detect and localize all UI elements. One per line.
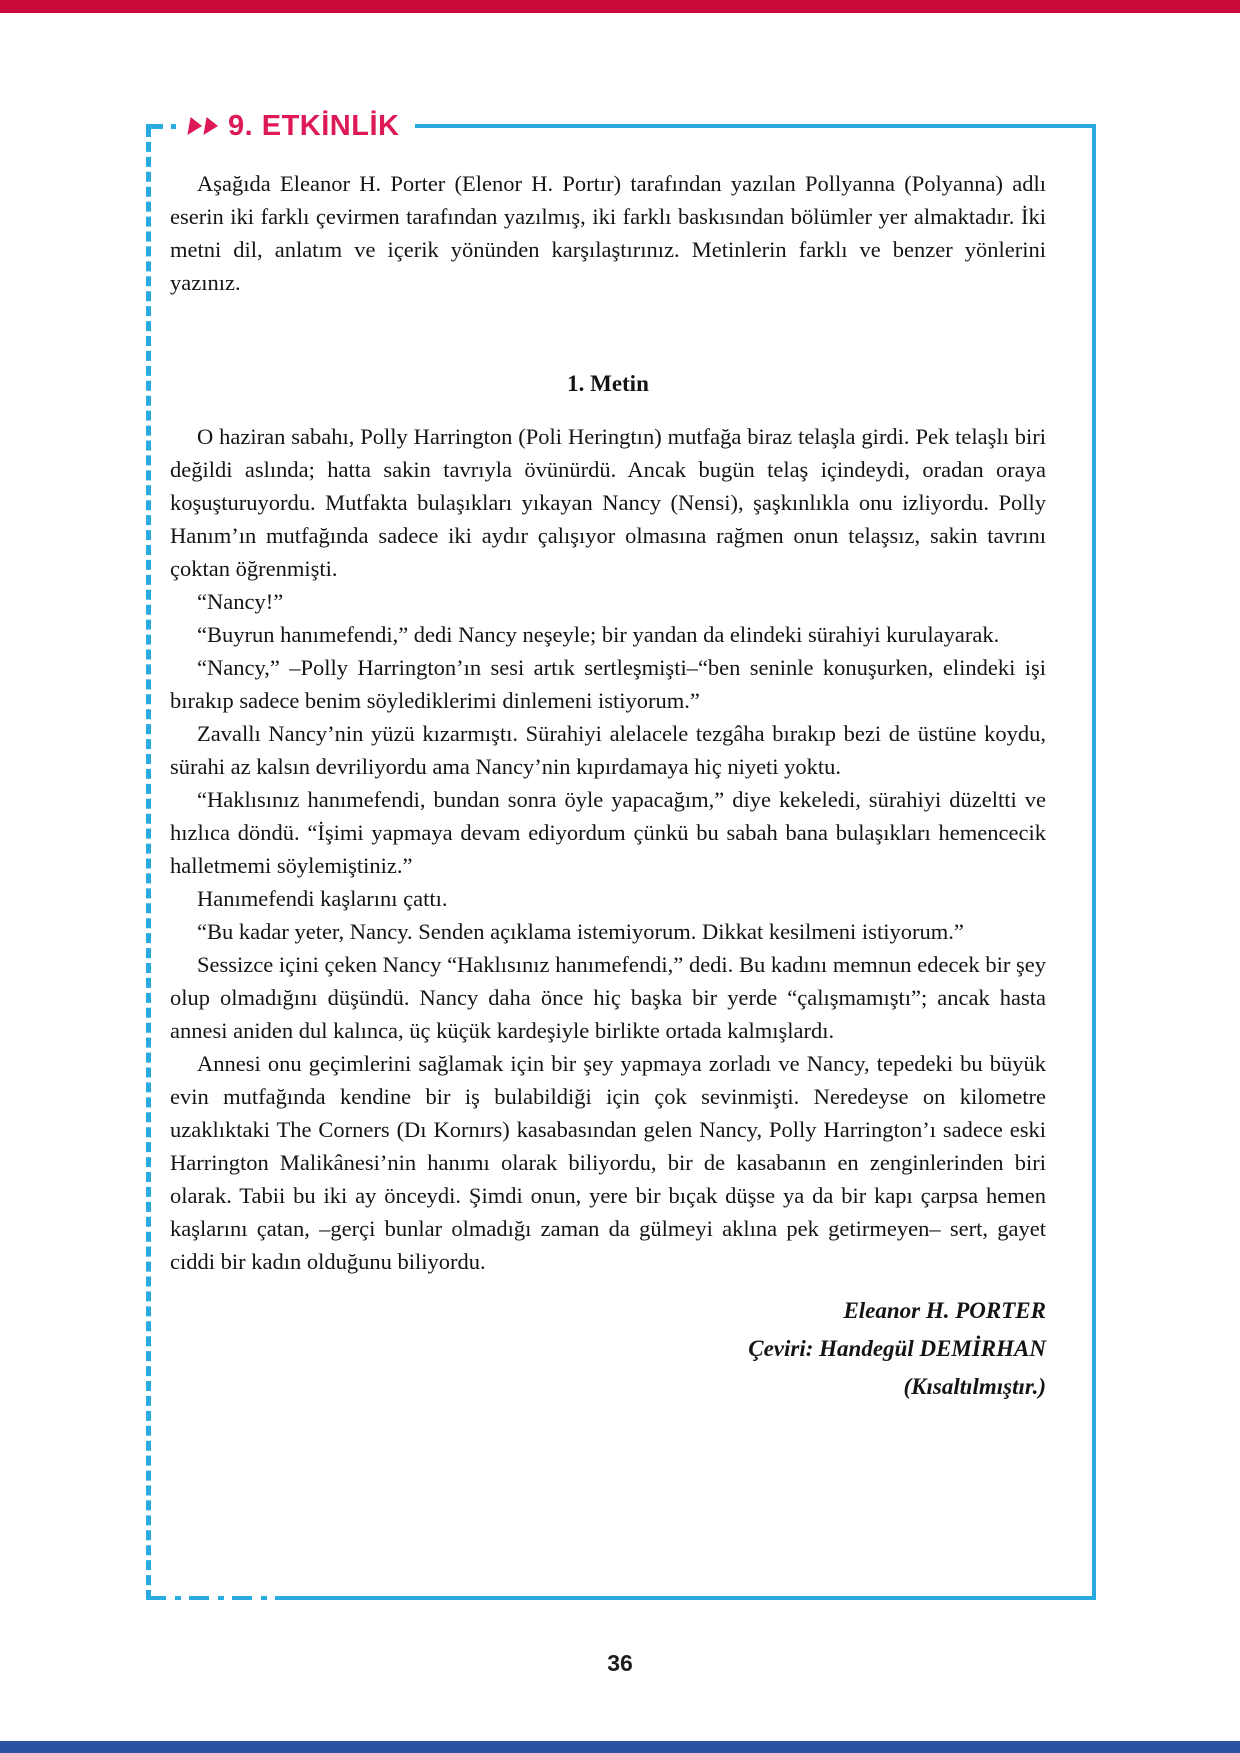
attribution-translator: Çeviri: Handegül DEMİRHAN bbox=[748, 1336, 1046, 1361]
story-paragraph: “Haklısınız hanımefendi, bundan sonra öyle yapacağım,” diye kekeledi, sürahiyi düzeltti ve hızlıca döndü. “İşimi yapmaya devam ediyordum çünkü bu sabah bana bulaşıkları hemencecik halletmemi söylemiştiniz.” bbox=[170, 787, 1046, 878]
border-bottom-dash-pattern bbox=[146, 1596, 281, 1600]
bottom-accent-bar bbox=[0, 1741, 1240, 1753]
top-accent-bar bbox=[0, 0, 1240, 13]
attribution-abridged-note: (Kısaltılmıştır.) bbox=[903, 1374, 1046, 1399]
story-paragraph: Zavallı Nancy’nin yüzü kızarmıştı. Sürahiyi alelacele tezgâha bırakıp bezi de üstüne koydu, sürahi az kalsın devriliyordu ama Nancy’nin kıpırdamaya hiç niyeti yoktu. bbox=[170, 721, 1046, 779]
story-paragraph: “Nancy!” bbox=[197, 589, 284, 614]
story-paragraph: O haziran sabahı, Polly Harrington (Poli Heringtın) mutfağa biraz telaşla girdi. Pek telaşlı biri değildi aslında; hatta sakin tavrıyla övünürdü. Ancak bugün telaş içindeydi, oradan oraya koşuşturuyordu. Mutfakta bulaşıkları yıkayan Nancy (Nensi), şaşkınlıkla onu izliyordu. Polly Hanım’ın mutfağında sadece iki aydır çalışıyor olmasına rağmen onun telaşsız, sakin tavrını çoktan öğrenmişti. bbox=[170, 424, 1046, 581]
story-paragraph: “Buyrun hanımefendi,” dedi Nancy neşeyle; bir yandan da elindeki sürahiyi kurulayarak. bbox=[197, 622, 1000, 647]
arrow-right-icon bbox=[203, 117, 219, 135]
header-rule-line bbox=[415, 124, 1096, 128]
activity-instructions: Aşağıda Eleanor H. Porter (Elenor H. Portır) tarafından yazılan Pollyanna (Polyanna) adlı eserin iki farklı çevirmen tarafından yazılmış, iki farklı baskısından bölümler yer almaktadır. İki metni dil, anlatım ve içerik yönünden karşılaştırınız. Metinlerin farklı ve benzer yönlerini yazınız. bbox=[170, 171, 1046, 295]
story-paragraph: Sessizce içini çeken Nancy “Haklısınız hanımefendi,” dedi. Bu kadını memnun edecek bir şey olup olmadığını düşündü. Nancy daha önce hiç başka bir yerde “çalışmamıştı”; ancak hasta annesi aniden dul kalınca, üç küçük kardeşiyle birlikte ortada kalmışlardı. bbox=[170, 952, 1046, 1043]
border-corner-dot bbox=[171, 124, 176, 129]
attribution-author: Eleanor H. PORTER bbox=[843, 1298, 1046, 1323]
arrow-right-icon bbox=[187, 117, 203, 135]
text-section-title: 1. Metin bbox=[567, 371, 649, 396]
activity-header bbox=[146, 110, 1096, 142]
border-corner-dash bbox=[146, 124, 163, 129]
activity-box bbox=[146, 110, 1096, 1600]
attribution-block bbox=[170, 1292, 1046, 1406]
story-paragraph: “Nancy,” –Polly Harrington’ın sesi artık sertleşmişti–“ben seninle konuşurken, elindeki işi bırakıp sadece benim söylediklerimi dinlemeni istiyorum.” bbox=[170, 655, 1046, 713]
story-paragraph: “Bu kadar yeter, Nancy. Senden açıklama istemiyorum. Dikkat kesilmeni istiyorum.” bbox=[197, 919, 964, 944]
double-arrow-icon bbox=[189, 117, 221, 135]
story-paragraph: Annesi onu geçimlerini sağlamak için bir şey yapmaya zorladı ve Nancy, tepedeki bu büyük evin mutfağında kendine bir iş bulabildiği için çok sevinmişti. Neredeyse on kilometre uzaklıktaki The Corners (Dı Kornırs) kasabasından gelen Nancy, Polly Harrington’ı sadece eski Harrington Malikânesi’nin hanımı olarak biliyordu, bir de kasabanın en zenginlerinden biri olarak. Tabii bu iki ay önceydi. Şimdi onun, yere bir bıçak düşse ya da bir kapı çarpsa hemen kaşlarını çatan, –gerçi bunlar olmadığı zaman da gülmeyi aklına pek getirmeyen– sert, gayet ciddi bir kadın olduğunu biliyordu. bbox=[170, 1051, 1046, 1274]
story-paragraph: Hanımefendi kaşlarını çattı. bbox=[197, 886, 448, 911]
page-number: 36 bbox=[607, 1650, 633, 1676]
activity-heading: 9. ETKİNLİK bbox=[228, 110, 400, 142]
